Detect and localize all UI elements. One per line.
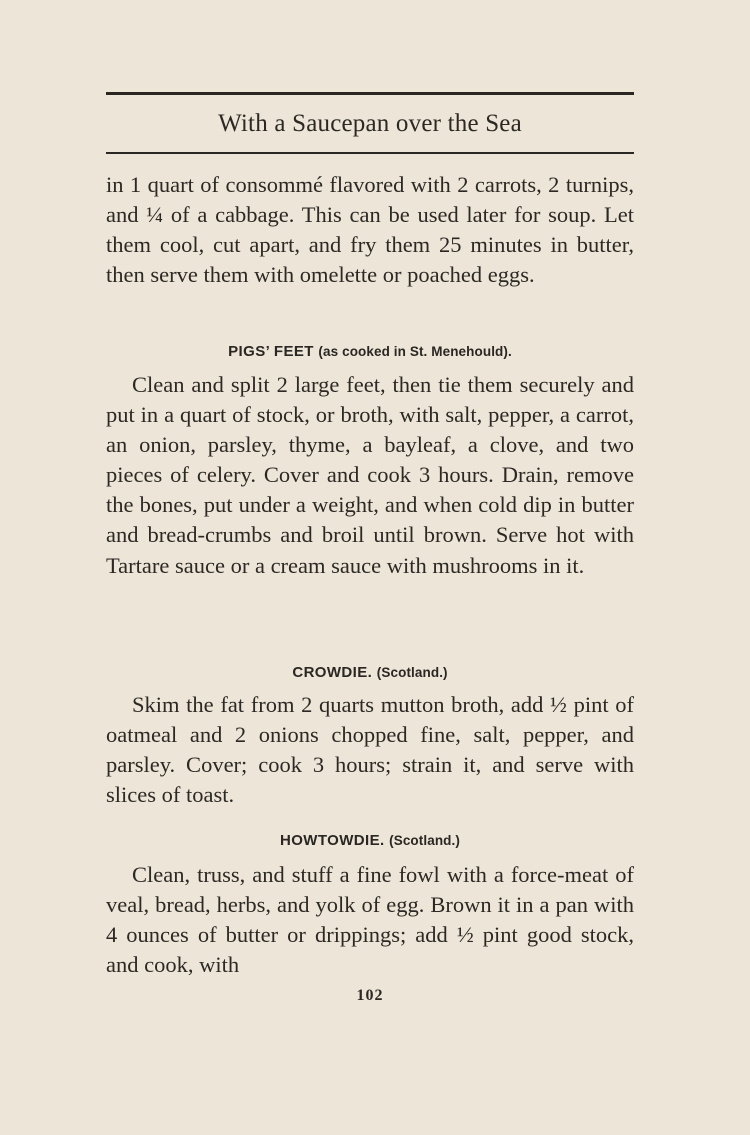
heading-title: CROWDIE. xyxy=(292,664,373,681)
page-number: 102 xyxy=(356,987,384,1004)
recipe-heading-crowdie xyxy=(106,664,634,681)
pigs-feet-block xyxy=(106,370,634,581)
howtowdie-block xyxy=(106,860,634,980)
heading-title: HOWTOWDIE. xyxy=(280,832,385,849)
heading-title: PIGS’ FEET xyxy=(228,343,314,360)
header-rule-bottom xyxy=(106,152,634,154)
crowdie-paragraph: Skim the fat from 2 quarts mutton broth, add ½ pint of oatmeal and 2 onions chopped fine, salt, pepper, and parsley. Cover; cook 3 hours; strain it, and serve with slices of toast. xyxy=(106,692,634,808)
continuation-paragraph: in 1 quart of consommé flavored with 2 carrots, 2 turnips, and ¼ of a cabbage. This can be used later for soup. Let them cool, cut apart, and fry them 25 minutes in butter, then serve them with omelette or poached eggs. xyxy=(106,172,634,288)
heading-subtitle: (Scotland.) xyxy=(376,665,448,680)
crowdie-block xyxy=(106,690,634,810)
recipe-heading-pigs-feet xyxy=(106,343,634,360)
heading-subtitle: (as cooked in St. Menehould). xyxy=(318,344,512,359)
recipe-heading-howtowdie xyxy=(106,832,634,849)
heading-subtitle: (Scotland.) xyxy=(389,833,460,848)
howtowdie-paragraph: Clean, truss, and stuff a fine fowl with a force-meat of veal, bread, herbs, and yolk of egg. Brown it in a pan with 4 ounces of butter or drippings; add ½ pint good stock, and cook, with xyxy=(106,862,634,978)
pigs-feet-paragraph: Clean and split 2 large feet, then tie them securely and put in a quart of stock, or broth, with salt, pepper, a carrot, an onion, parsley, thyme, a bayleaf, a clove, and two pieces of celery. Cover and cook 3 hours. Drain, remove the bones, put under a weight, and when cold dip in butter and bread-crumbs and broil until brown. Serve hot with Tartare sauce or a cream sauce with mushrooms in it. xyxy=(106,372,634,578)
continuation-block xyxy=(106,170,634,290)
header-rule-top xyxy=(106,92,634,95)
running-head: With a Saucepan over the Sea xyxy=(218,110,522,137)
